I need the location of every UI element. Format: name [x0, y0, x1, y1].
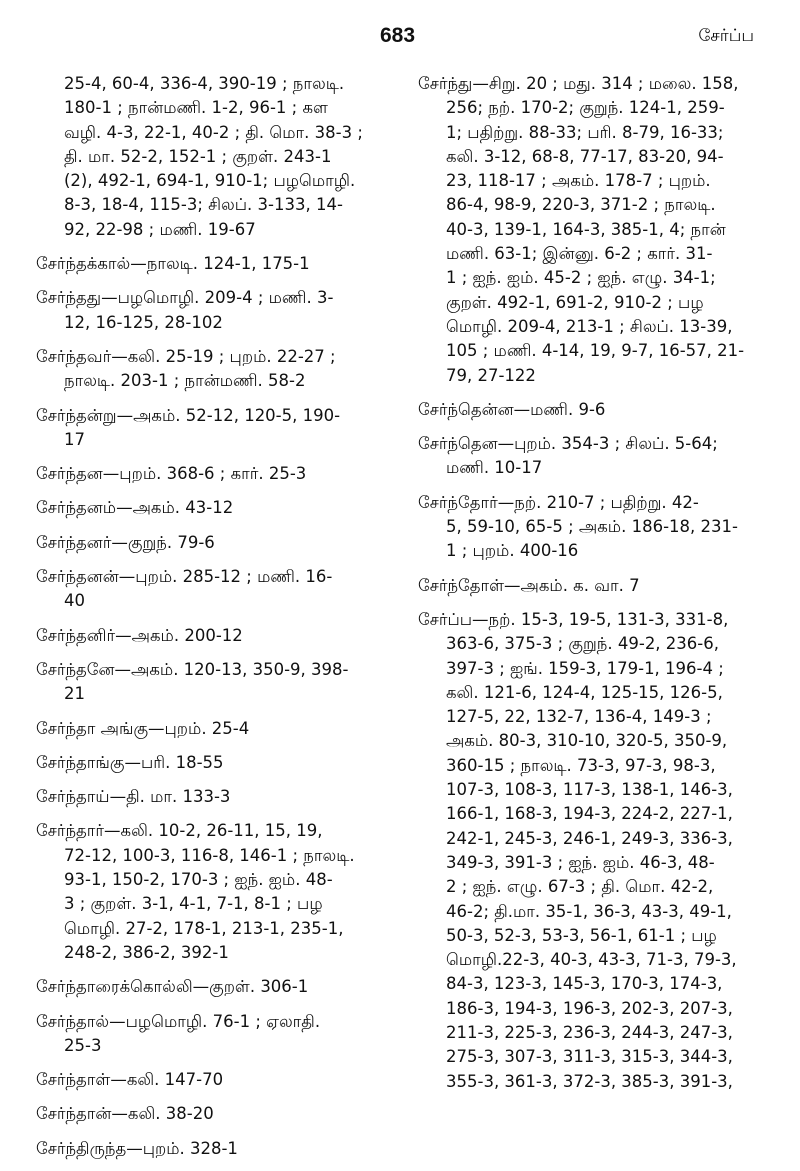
entry-line: சேர்ந்தென—புறம். 354-3 ; சிலப். 5-64; — [418, 434, 718, 454]
index-entry — [418, 398, 768, 422]
index-entry — [418, 432, 768, 481]
entry-line: 1 ; ஐந். ஐம். 45-2 ; ஐந். எழு. 34-1; — [446, 268, 716, 288]
entry-line: சேர்ந்தோள்—அகம். க. வா. 7 — [418, 575, 640, 595]
entry-line: சேர்ப்ப—நற். 15-3, 19-5, 131-3, 331-8, — [418, 609, 729, 629]
page-number: 683 — [380, 24, 416, 47]
entry-line: சேர்ந்தக்கால்—நாலடி. 124-1, 175-1 — [36, 254, 310, 274]
index-entry — [36, 72, 388, 242]
index-entry — [36, 785, 388, 809]
entry-line: சேர்ந்தனிர்—அகம். 200-12 — [36, 625, 243, 645]
index-entry — [36, 531, 388, 555]
entry-line: 355-3, 361-3, 372-3, 385-3, 391-3, — [446, 1071, 733, 1091]
entry-line: 8-3, 18-4, 115-3; சிலப். 3-133, 14- — [64, 195, 343, 215]
entry-line: 3 ; குறள். 3-1, 4-1, 7-1, 8-1 ; பழ — [64, 894, 323, 914]
entry-line: 5, 59-10, 65-5 ; அகம். 186-18, 231- — [446, 517, 738, 537]
entry-line: சேர்ந்தனன்—புறம். 285-12 ; மணி. 16- — [36, 567, 333, 587]
entry-line: சேர்ந்தது—பழமொழி. 209-4 ; மணி. 3- — [36, 288, 334, 308]
entry-line: மணி. 10-17 — [446, 458, 543, 478]
entry-line: சேர்ந்தார்—கலி. 10-2, 26-11, 15, 19, — [36, 821, 323, 841]
entry-line: 25-4, 60-4, 336-4, 390-19 ; நாலடி. — [64, 74, 345, 93]
index-entry — [36, 286, 388, 335]
entry-line: 25-3 — [64, 1035, 102, 1055]
entry-line: 397-3 ; ஐங். 159-3, 179-1, 196-4 ; — [446, 658, 724, 678]
entry-line: கலி. 121-6, 124-4, 125-15, 126-5, — [446, 682, 723, 702]
entry-line: மொழி.22-3, 40-3, 43-3, 71-3, 79-3, — [446, 950, 737, 970]
index-entry — [36, 345, 388, 394]
entry-line: சேர்ந்தான்—கலி. 38-20 — [36, 1104, 214, 1124]
index-entry — [36, 252, 388, 276]
entry-line: 40-3, 139-1, 164-3, 385-1, 4; நான் — [446, 219, 726, 239]
entry-line: 180-1 ; நான்மணி. 1-2, 96-1 ; கள — [64, 98, 328, 118]
entry-line: 360-15 ; நாலடி. 73-3, 97-3, 98-3, — [446, 755, 716, 775]
entry-line: வழி. 4-3, 22-1, 40-2 ; தி. மொ. 38-3 ; — [64, 122, 363, 142]
entry-line: மொழி. 27-2, 178-1, 213-1, 235-1, — [64, 918, 344, 938]
entry-line: 166-1, 168-3, 194-3, 224-2, 227-1, — [446, 804, 733, 824]
index-entry — [36, 565, 388, 614]
index-entry — [36, 404, 388, 453]
entry-line: 242-1, 245-3, 246-1, 249-3, 336-3, — [446, 828, 733, 848]
entry-line: 79, 27-122 — [446, 365, 536, 385]
entry-line: 50-3, 52-3, 53-3, 56-1, 61-1 ; பழ — [446, 925, 717, 945]
left-column — [36, 72, 388, 1171]
entry-line: நாலடி. 203-1 ; நான்மணி. 58-2 — [64, 371, 306, 391]
entry-line: சேர்ந்தனம்—அகம். 43-12 — [36, 498, 234, 518]
entry-line: சேர்ந்தால்—பழமொழி. 76-1 ; ஏலாதி. — [36, 1011, 321, 1031]
index-entry — [36, 1102, 388, 1126]
entry-line: 186-3, 194-3, 196-3, 202-3, 207-3, — [446, 998, 733, 1018]
entry-line: 21 — [64, 684, 85, 704]
index-entry — [418, 491, 768, 564]
entry-line: 248-2, 386-2, 392-1 — [64, 942, 229, 962]
entry-line: 127-5, 22, 132-7, 136-4, 149-3 ; — [446, 707, 712, 727]
entry-line: அகம். 80-3, 310-10, 320-5, 350-9, — [446, 731, 728, 751]
index-entry — [36, 624, 388, 648]
entry-line: கலி. 3-12, 68-8, 77-17, 83-20, 94- — [446, 146, 724, 166]
entry-line: சேர்ந்து—சிறு. 20 ; மது. 314 ; மலை. 158, — [418, 74, 739, 93]
index-entry — [36, 658, 388, 707]
index-entry — [36, 496, 388, 520]
entry-line: சேர்ந்தென்ன—மணி. 9-6 — [418, 399, 606, 419]
right-column — [418, 72, 768, 1104]
entry-line: 12, 16-125, 28-102 — [64, 312, 223, 332]
entry-line: 107-3, 108-3, 117-3, 138-1, 146-3, — [446, 780, 733, 800]
index-entry — [36, 1137, 388, 1161]
entry-line: 105 ; மணி. 4-14, 19, 9-7, 16-57, 21- — [446, 341, 745, 361]
entry-line: 2 ; ஐந். எழு. 67-3 ; தி. மொ. 42-2, — [446, 877, 714, 897]
entry-line: 72-12, 100-3, 116-8, 146-1 ; நாலடி. — [64, 845, 355, 865]
entry-line: 17 — [64, 429, 85, 449]
entry-line: 92, 22-98 ; மணி. 19-67 — [64, 219, 256, 239]
index-entry — [418, 574, 768, 598]
index-entry — [36, 751, 388, 775]
entry-line: (2), 492-1, 694-1, 910-1; பழமொழி. — [64, 171, 356, 191]
index-entry — [418, 608, 768, 1094]
entry-line: குறள். 492-1, 691-2, 910-2 ; பழ — [446, 292, 704, 312]
entry-line: 275-3, 307-3, 311-3, 315-3, 344-3, — [446, 1047, 733, 1067]
entry-line: சேர்ந்தாள்—கலி. 147-70 — [36, 1070, 224, 1090]
index-entry — [418, 72, 768, 388]
entry-line: சேர்ந்தனே—அகம். 120-13, 350-9, 398- — [36, 659, 349, 679]
entry-line: மொழி. 209-4, 213-1 ; சிலப். 13-39, — [446, 316, 733, 336]
entry-line: சேர்ந்தவர்—கலி. 25-19 ; புறம். 22-27 ; — [36, 346, 336, 366]
entry-line: சேர்ந்தாரைக்கொல்லி—குறள். 306-1 — [36, 977, 309, 997]
index-entry — [36, 717, 388, 741]
entry-line: 363-6, 375-3 ; குறுந். 49-2, 236-6, — [446, 634, 719, 654]
entry-line: சேர்ந்தன்று—அகம். 52-12, 120-5, 190- — [36, 405, 341, 425]
entry-line: சேர்ந்தா அங்கு—புறம். 25-4 — [36, 718, 250, 738]
entry-line: சேர்ந்தாங்கு—பரி. 18-55 — [36, 752, 224, 772]
page-header — [0, 24, 800, 52]
entry-line: சேர்ந்தன—புறம். 368-6 ; கார். 25-3 — [36, 464, 307, 484]
entry-line: சேர்ந்திருந்த—புறம். 328-1 — [36, 1138, 238, 1158]
index-entry — [36, 975, 388, 999]
entry-line: 211-3, 225-3, 236-3, 244-3, 247-3, — [446, 1022, 733, 1042]
entry-line: 1 ; புறம். 400-16 — [446, 541, 579, 561]
entry-line: 256; நற். 170-2; குறுந். 124-1, 259- — [446, 98, 725, 118]
entry-line: 40 — [64, 591, 85, 611]
entry-line: 1; பதிற்று. 88-33; பரி. 8-79, 16-33; — [446, 122, 724, 142]
entry-line: தி. மா. 52-2, 152-1 ; குறள். 243-1 — [64, 146, 332, 166]
entry-line: சேர்ந்தோர்—நற். 210-7 ; பதிற்று. 42- — [418, 492, 699, 512]
entry-line: 349-3, 391-3 ; ஐந். ஐம். 46-3, 48- — [446, 852, 715, 872]
index-entry — [36, 462, 388, 486]
index-entry — [36, 1010, 388, 1059]
entry-line: 23, 118-17 ; அகம். 178-7 ; புறம். — [446, 171, 711, 191]
running-head: சேர்ப்ப — [698, 26, 754, 46]
entry-line: சேர்ந்தாய்—தி. மா. 133-3 — [36, 787, 231, 807]
entry-line: சேர்ந்தனர்—குறுந். 79-6 — [36, 532, 215, 552]
entry-line: 84-3, 123-3, 145-3, 170-3, 174-3, — [446, 974, 723, 994]
entry-line: 86-4, 98-9, 220-3, 371-2 ; நாலடி. — [446, 195, 716, 215]
entry-line: மணி. 63-1; இன்னு. 6-2 ; கார். 31- — [446, 244, 713, 264]
index-entry — [36, 819, 388, 965]
index-entry — [36, 1068, 388, 1092]
entry-line: 46-2; தி.மா. 35-1, 36-3, 43-3, 49-1, — [446, 901, 732, 921]
entry-line: 93-1, 150-2, 170-3 ; ஐந். ஐம். 48- — [64, 870, 333, 890]
